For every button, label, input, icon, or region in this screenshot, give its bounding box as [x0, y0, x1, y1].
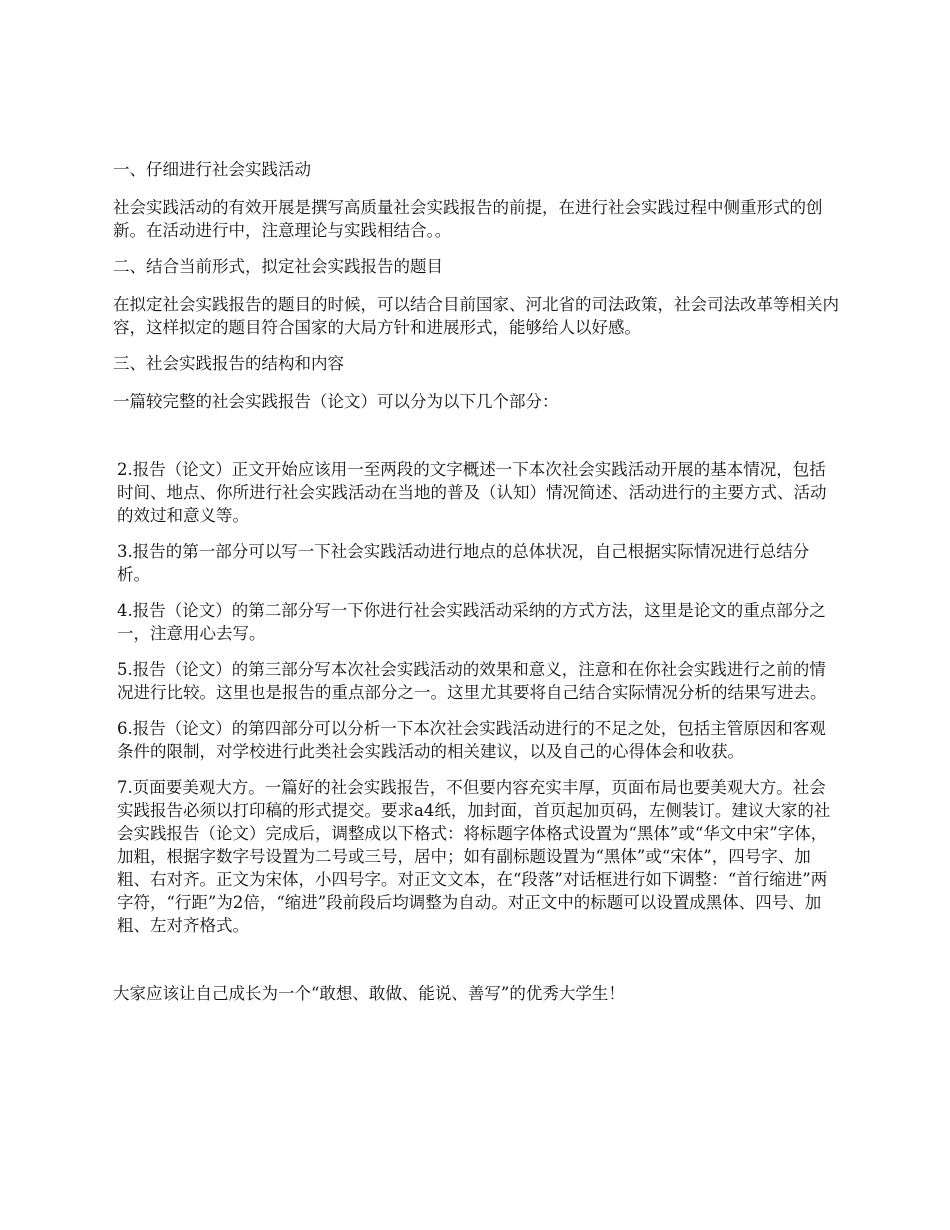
section-3-paragraph: 一篇较完整的社会实践报告（论文）可以分为以下几个部分： [113, 392, 559, 411]
section-2-heading: 二、结合当前形式，拟定社会实践报告的题目 [113, 257, 443, 276]
list-item-6: 6.报告（论文）的第四部分可以分析一下本次社会实践活动进行的不足之处，包括主管原因和客观条件的限制，对学校进行此类社会实践活动的相关建议，以及自己的心得体会和收获。 [117, 719, 826, 761]
list-item-4: 4.报告（论文）的第二部分写一下你进行社会实践活动采纳的方式方法，这里是论文的重点部分之一，注意用心去写。 [117, 601, 826, 643]
list-item-3: 3.报告的第一部分可以写一下社会实践活动进行地点的总体状况，自己根据实际情况进行总结分析。 [117, 542, 810, 584]
list-item-7: 7.页面要美观大方。一篇好的社会实践报告，不但要内容充实丰厚，页面布局也要美观大方。社会实践报告必须以打印稿的形式提交。要求a4纸，加封面，首页起加页码，左侧装订。建议大家的社会实践报告（论文）完成后，调整成以下格式：将标题字体格式设置为“黑体”或“华文中宋”字体，加粗，根据字数字号设置为二号或三号，居中；如有副标题设置为“黑体”或“宋体”，四号字、加粗、右对齐。正文为宋体，小四号字。对正文文本，在“段落”对话框进行如下调整：“首行缩进”两字符，“行距”为2倍，“缩进”段前段后均调整为自动。对正文中的标题可以设置成黑体、四号、加粗、左对齐格式。 [117, 778, 831, 935]
section-3-heading: 三、社会实践报告的结构和内容 [113, 354, 344, 373]
closing-paragraph: 大家应该让自己成长为一个“敢想、敢做、能说、善写”的优秀大学生！ [113, 984, 625, 1003]
section-1-paragraph: 社会实践活动的有效开展是撰写高质量社会实践报告的前提，在进行社会实践过程中侧重形式的创新。在活动进行中，注意理论与实践相结合。。 [113, 198, 823, 240]
document-body [113, 158, 841, 1018]
section-1-heading: 一、仔细进行社会实践活动 [113, 160, 311, 179]
section-2-paragraph: 在拟定社会实践报告的题目的时候，可以结合目前国家、河北省的司法政策，社会司法改革等相关内容，这样拟定的题目符合国家的大局方针和进展形式，能够给人以好感。 [113, 295, 839, 337]
list-item-5: 5.报告（论文）的第三部分写本次社会实践活动的效果和意义，注意和在你社会实践进行之前的情况进行比较。这里也是报告的重点部分之一。这里尤其要将自己结合实际情况分析的结果写进去。 [117, 660, 827, 702]
list-item-2: 2.报告（论文）正文开始应该用一至两段的文字概述一下本次社会实践活动开展的基本情况，包括时间、地点、你所进行社会实践活动在当地的普及（认知）情况简述、活动进行的主要方式、活动的效过和意义等。 [117, 460, 827, 525]
